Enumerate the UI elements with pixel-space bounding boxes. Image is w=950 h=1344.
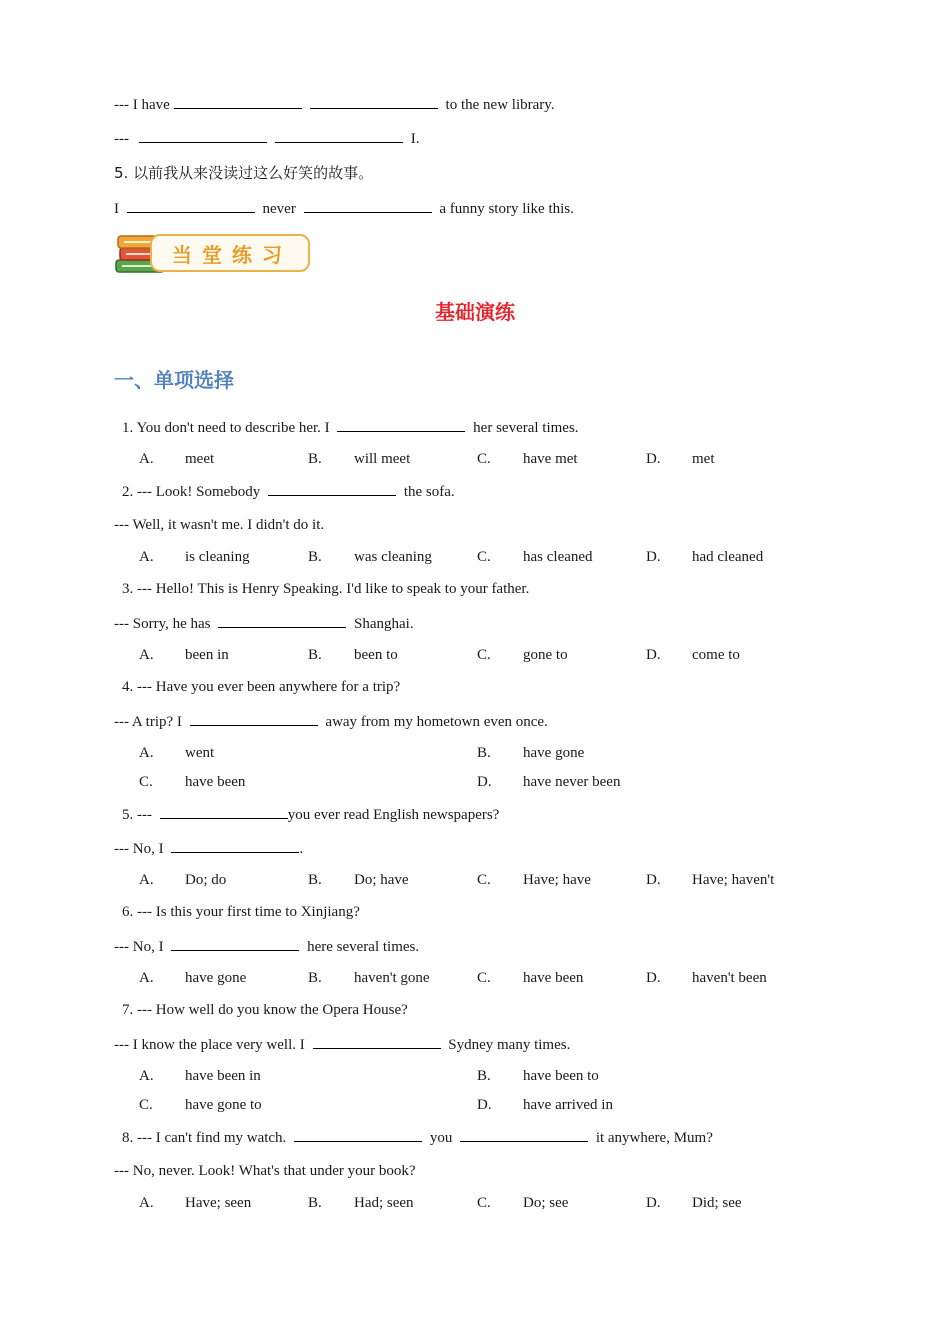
option-label: B. [308,549,322,565]
option-b[interactable] [308,645,398,665]
option-text: have gone [523,745,585,761]
question-1 [122,417,579,438]
option-d[interactable] [646,645,740,665]
question-stem: 3. --- Hello! This is Henry Speaking. I'd like to speak to your father. [122,581,530,597]
line-text: I [114,201,119,217]
option-text: Do; have [354,872,409,888]
option-label: D. [646,549,661,565]
answer-blank[interactable] [127,198,255,213]
option-c[interactable] [477,645,568,665]
option-b[interactable] [308,547,432,567]
option-label: A. [139,1068,154,1084]
option-text: have been [523,970,584,986]
option-text: Do; do [185,872,227,888]
option-label: A. [139,1195,154,1211]
option-c[interactable] [477,870,591,890]
option-label: B. [308,1195,322,1211]
option-label: A. [139,872,154,888]
question-stem: Sydney many times. [448,1037,571,1053]
question-stem: the sofa. [403,484,455,500]
practice-banner [114,230,310,278]
line-text: a funny story like this. [439,201,574,217]
answer-blank[interactable] [218,613,346,628]
question-8-reply [114,1161,416,1181]
option-label: A. [139,745,154,761]
option-label: D. [477,1097,492,1113]
question-stem: 1. You don't need to describe her. I [122,420,330,436]
option-text: have been [185,774,246,790]
option-text: been in [185,647,229,663]
option-c[interactable] [477,968,583,988]
option-b[interactable] [308,449,410,469]
question-stem: . [299,841,304,857]
question-3-reply [114,613,414,634]
option-label: B. [477,745,491,761]
option-text: Have; seen [185,1195,252,1211]
option-a[interactable] [139,645,229,665]
option-text: come to [692,647,740,663]
question-6-reply [114,936,419,957]
option-label: A. [139,451,154,467]
question-8 [122,1127,713,1148]
question-stem: 5. --- [122,807,152,823]
line-text: never [262,201,296,217]
line-text: 5. 以前我从来没读过这么好笑的故事。 [114,164,374,182]
answer-blank[interactable] [304,198,432,213]
option-a[interactable] [139,1193,251,1213]
option-text: have gone [185,970,247,986]
option-text: has cleaned [523,549,593,565]
option-text: is cleaning [185,549,250,565]
option-label: C. [477,872,491,888]
answer-blank[interactable] [310,94,438,109]
option-text: went [185,745,215,761]
option-text: haven't gone [354,970,430,986]
option-a[interactable] [139,870,226,890]
question-stem: 4. --- Have you ever been anywhere for a trip? [122,679,401,695]
option-b[interactable] [308,870,409,890]
option-label: A. [139,970,154,986]
question-5-reply [114,838,303,859]
option-label: D. [477,774,492,790]
option-label: C. [139,774,153,790]
answer-blank[interactable] [160,804,288,819]
question-stem: --- Sorry, he has [114,616,211,632]
answer-blank[interactable] [139,128,267,143]
option-label: B. [308,872,322,888]
option-text: Do; see [523,1195,569,1211]
option-label: A. [139,647,154,663]
question-stem: it anywhere, Mum? [595,1130,713,1146]
question-5-chinese [114,163,373,184]
option-a[interactable] [139,1066,261,1086]
answer-blank[interactable] [337,417,465,432]
option-label: C. [477,549,491,565]
answer-blank[interactable] [275,128,403,143]
option-text: meet [185,451,215,467]
option-label: B. [308,647,322,663]
option-text: Have; haven't [692,872,775,888]
question-stem: --- Well, it wasn't me. I didn't do it. [114,517,325,533]
option-label: D. [646,970,661,986]
question-4-reply [114,711,548,732]
option-label: A. [139,549,154,565]
option-text: haven't been [692,970,767,986]
option-label: D. [646,1195,661,1211]
question-stem: you [429,1130,453,1146]
option-a[interactable] [139,547,250,567]
answer-blank[interactable] [313,1034,441,1049]
line-text: --- [114,131,129,147]
option-c[interactable] [139,772,245,792]
question-stem: her several times. [473,420,579,436]
option-label: C. [139,1097,153,1113]
line-text: to the new library. [445,97,555,113]
option-d[interactable] [646,1193,742,1213]
option-label: D. [646,647,661,663]
option-text: have been to [523,1068,599,1084]
option-c[interactable] [477,547,593,567]
option-label: B. [477,1068,491,1084]
option-d[interactable] [646,968,767,988]
option-text: Have; have [523,872,591,888]
option-label: D. [646,872,661,888]
option-label: C. [477,451,491,467]
question-stem: Shanghai. [354,616,414,632]
option-b[interactable] [477,1066,599,1086]
question-stem: --- A trip? I [114,714,182,730]
option-b[interactable] [477,743,584,763]
option-a[interactable] [139,968,246,988]
question-7-reply [114,1034,570,1055]
section-heading-single-choice: 一、单项选择 [114,368,234,392]
option-text: have been in [185,1068,261,1084]
option-label: D. [646,451,661,467]
question-stem: 8. --- I can't find my watch. [122,1130,287,1146]
option-label: C. [477,1195,491,1211]
option-d[interactable] [646,547,763,567]
question-stem: --- I know the place very well. I [114,1037,305,1053]
question-stem: --- No, never. Look! What's that under your book? [114,1163,416,1179]
option-c[interactable] [477,449,578,469]
option-text: was cleaning [354,549,432,565]
option-text: will meet [354,451,411,467]
option-d[interactable] [477,1095,613,1115]
option-b[interactable] [308,968,430,988]
option-text: Did; see [692,1195,742,1211]
option-text: have arrived in [523,1097,613,1113]
option-d[interactable] [477,772,620,792]
option-d[interactable] [646,449,715,469]
option-label: B. [308,451,322,467]
option-b[interactable] [308,1193,414,1213]
question-stem: here several times. [307,939,420,955]
fill-line-1 [114,94,555,115]
question-stem: away from my hometown even once. [325,714,548,730]
question-2-reply [114,515,324,535]
option-text: have never been [523,774,621,790]
option-label: C. [477,647,491,663]
option-label: C. [477,970,491,986]
line-text: I. [410,131,420,147]
answer-blank[interactable] [171,936,299,951]
option-text: had cleaned [692,549,764,565]
option-text: been to [354,647,398,663]
option-label: B. [308,970,322,986]
option-text: gone to [523,647,568,663]
answer-blank[interactable] [190,711,318,726]
question-2 [122,481,455,502]
answer-blank[interactable] [268,481,396,496]
question-5-english [114,198,574,219]
question-stem: 6. --- Is this your first time to Xinjiang? [122,904,360,920]
answer-blank[interactable] [294,1127,422,1142]
banner-label: 当堂练习 [172,243,292,267]
fill-line-2 [114,128,420,149]
question-stem: 7. --- How well do you know the Opera House? [122,1002,408,1018]
option-a[interactable] [139,449,214,469]
question-7 [122,1000,408,1020]
question-4 [122,677,400,697]
question-6 [122,902,360,922]
option-d[interactable] [646,870,774,890]
option-text: met [692,451,715,467]
option-c[interactable] [477,1193,568,1213]
answer-blank[interactable] [460,1127,588,1142]
option-c[interactable] [139,1095,262,1115]
question-3 [122,579,529,599]
answer-blank[interactable] [171,838,299,853]
question-stem: you ever read English newspapers? [287,807,500,823]
question-5 [122,804,499,825]
line-text: --- I have [114,97,170,113]
option-a[interactable] [139,743,214,763]
option-text: have gone to [185,1097,262,1113]
question-stem: --- No, I [114,939,164,955]
option-text: Had; seen [354,1195,414,1211]
answer-blank[interactable] [174,94,302,109]
question-stem: 2. --- Look! Somebody [122,484,261,500]
question-stem: --- No, I [114,841,164,857]
section-heading-basic-practice: 基础演练 [435,300,515,324]
option-text: have met [523,451,578,467]
